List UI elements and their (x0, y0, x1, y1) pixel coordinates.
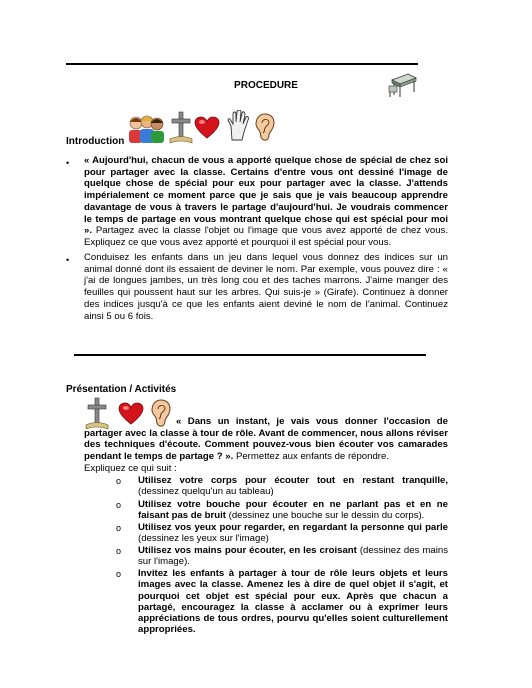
middle-rule (74, 354, 426, 356)
item-4-bold: Utilisez vos mains pour écouter, en les croisant (138, 545, 357, 556)
item-1 (138, 475, 448, 498)
hand-icon (226, 110, 252, 142)
heart-icon (194, 116, 220, 140)
item-2-normal: (dessinez une bouche sur le dessin du corps). (225, 510, 425, 522)
intro-paragraph-2-normal: Conduisez les enfants dans un jeu dans lequel vous donnez des indices sur un animal donné dont ils essaient de deviner le nom. Par exemple, vous pouvez dire : « j'ai de longues jambes, un très long cou et des taches marrons. J'aime manger des feuilles qui poussent haut sur les arbres. Qui suis-je » (Girafe). Continuez à donner des indices jusqu'à ce que les enfants aient deviné le nom de l'animal. Continuez ainsi 5 ou 6 fois. (84, 252, 448, 322)
presentation-intro (84, 416, 448, 463)
item-3-normal: (dessinez les yeux sur l'image) (138, 533, 269, 545)
intro-paragraph-2 (84, 252, 448, 322)
item-5-bold: Invitez les enfants à partager à tour de rôle leurs objets et leurs images avec la classe. Amenez les à dire de quel objet il s'agit, et pourquoi cet objet est spécial pour eux. Après que chacun a partagé, encouragez la classe à acclamer ou à exprimer leurs appréciations de tous ordres, pourvu qu'elles soient culturellement appropriées. (138, 568, 448, 636)
item-2 (138, 499, 448, 522)
bullet-2-marker: • (66, 255, 70, 265)
item-5 (138, 568, 448, 636)
item-4-normal: (dessinez des mains sur l'image). (138, 545, 448, 568)
presentation-intro-bold: « Dans un instant, je vais vous donner l'occasion de partager avec la classe à tour de rôle. Avant de commencer, nous allons réviser des techniques d'écoute. Comment pouvez-vous bien écouter vos camarades pendant le temps de partage ? ». (84, 416, 448, 463)
item-2-bold: Utilisez votre bouche pour écouter en ne parlant pas et en ne faisant pas de bruit (138, 499, 448, 522)
item-1-normal: (dessinez quelqu'un au tableau) (138, 486, 274, 498)
bullet-1-marker: • (66, 158, 70, 168)
intro-paragraph-1-bold: « Aujourd'hui, chacun de vous a apporté quelque chose de spécial de chez soi pour partager avec la classe. Certains d'entre vous ont dessiné l'image de quelque chose de spécial pour eux pour partager avec la classe. J'attends impérialement ce moment parce que je sais que je vais beaucoup apprendre davantage de vous à travers le partage d'aujourd'hui. Je voudrais commencer le temps de partage en vous montrant quelque chose qui est spécial pour moi ». (84, 155, 448, 237)
item-5-marker: o (116, 569, 122, 579)
item-3-marker: o (116, 523, 122, 533)
explain-line: Expliquez ce qui suit : (84, 463, 177, 474)
children-icon (126, 114, 166, 144)
presentation-label: Présentation / Activités (66, 384, 177, 395)
intro-paragraph-1-normal: Partagez avec la classe l'objet ou l'image que vous avez apporté de chez vous. Expliquez ce que vous avez apporté et pourquoi il est spécial pour vous. (84, 225, 448, 248)
presentation-intro-normal: Permettez aux enfants de répondre. (233, 451, 390, 463)
item-3 (138, 522, 448, 545)
item-1-bold: Utilisez votre corps pour écouter tout en restant tranquille, (138, 475, 448, 486)
page-title: PROCEDURE (234, 80, 298, 91)
item-4-marker: o (116, 546, 122, 556)
ear-icon (254, 112, 276, 142)
introduction-label: Introduction (66, 136, 125, 147)
item-3-bold: Utilisez vos yeux pour regarder, en regardant la personne qui parle (138, 522, 448, 533)
item-2-marker: o (116, 500, 122, 510)
cross-icon (168, 110, 194, 144)
item-4 (138, 545, 448, 568)
intro-paragraph-1 (84, 155, 448, 249)
item-1-marker: o (116, 476, 122, 486)
top-rule (66, 63, 418, 65)
